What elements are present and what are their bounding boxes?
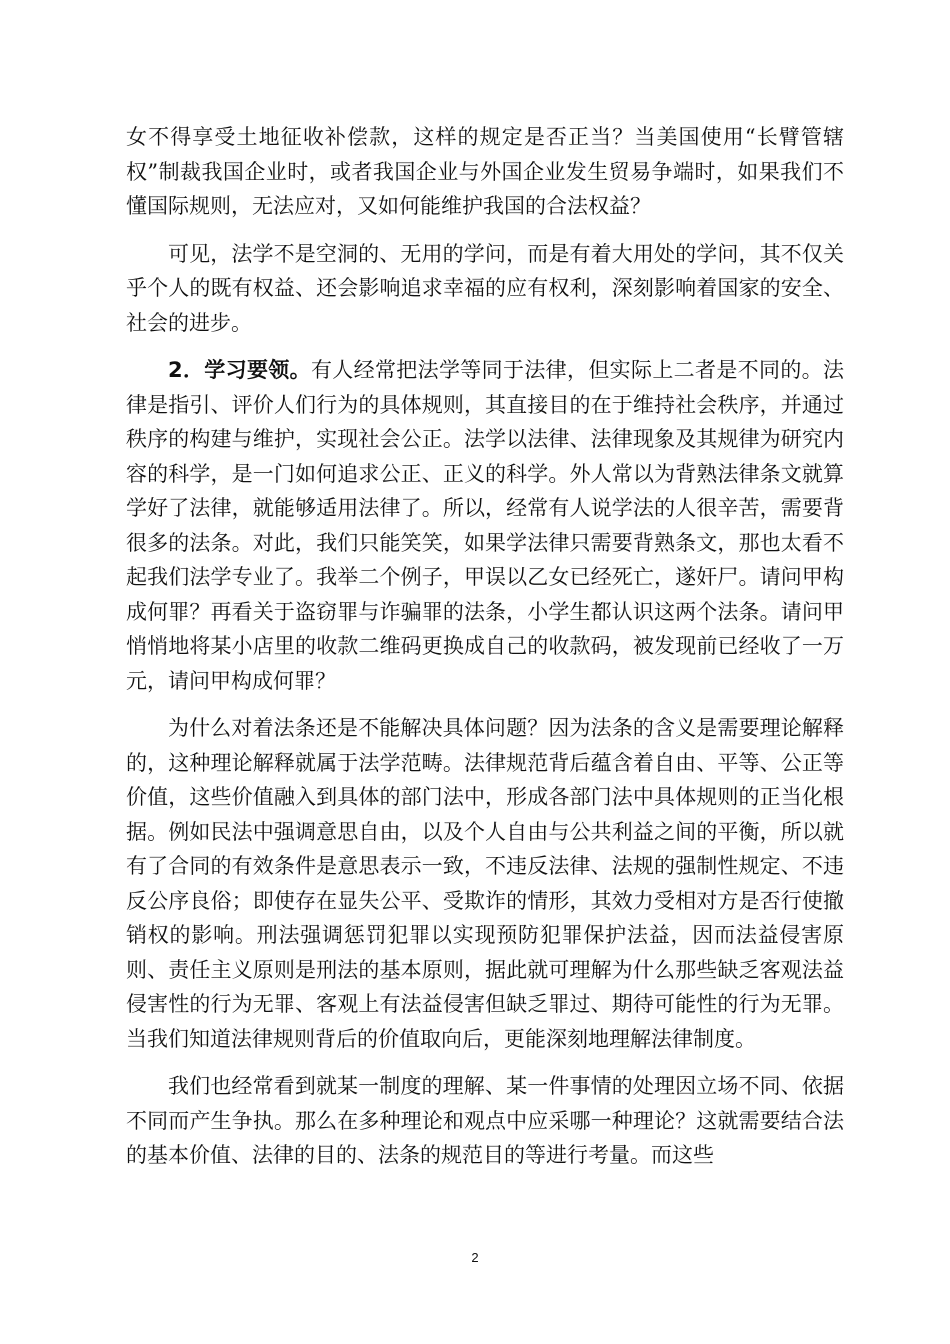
body-text	[126, 120, 844, 1186]
paragraph-1: 女不得享受土地征收补偿款，这样的规定是否正当？当美国使用“长臂管辖权”制裁我国企业时，或者我国企业与外国企业发生贸易争端时，如果我们不懂国际规则，无法应对，又如何能维护我国的合法权益？	[126, 125, 844, 218]
paragraph-5: 我们也经常看到就某一制度的理解、某一件事情的处理因立场不同、依据不同而产生争执。那么在多种理论和观点中应采哪一种理论？这就需要结合法的基本价值、法律的目的、法条的规范目的等进行考量。而这些	[126, 1074, 844, 1167]
paragraph-4: 为什么对着法条还是不能解决具体问题？因为法条的含义是需要理论解释的，这种理论解释就属于法学范畴。法律规范背后蕴含着自由、平等、公正等价值，这些价值融入到具体的部门法中，形成各部门法中具体规则的正当化根据。例如民法中强调意思自由，以及个人自由与公共利益之间的平衡，所以就有了合同的有效条件是意思表示一致，不违反法律、法规的强制性规定、不违反公序良俗；即使存在显失公平、受欺诈的情形，其效力受相对方是否行使撤销权的影响。刑法强调惩罚犯罪以实现预防犯罪保护法益，因而法益侵害原则、责任主义原则是刑法的基本原则，据此就可理解为什么那些缺乏客观法益侵害性的行为无罪、客观上有法益侵害但缺乏罪过、期待可能性的行为无罪。当我们知道法律规则背后的价值取向后，更能深刻地理解法律制度。	[126, 716, 844, 1051]
section-heading: 2．学习要领。	[168, 358, 311, 382]
page-number: 2	[471, 1250, 479, 1265]
paragraph-3-text: 有人经常把法学等同于法律，但实际上二者是不同的。法律是指引、评价人们行为的具体规则，其直接目的在于维持社会秩序，并通过秩序的构建与维护，实现社会公正。法学以法律、法律现象及其规律为研究内容的科学，是一门如何追求公正、正义的科学。外人常以为背熟法律条文就算学好了法律，就能够适用法律了。所以，经常有人说学法的人很辛苦，需要背很多的法条。对此，我们只能笑笑，如果学法律只需要背熟条文，那也太看不起我们法学专业了。我举二个例子，甲误以乙女已经死亡，遂奸尸。请问甲构成何罪？再看关于盗窃罪与诈骗罪的法条，小学生都认识这两个法条。请问甲悄悄地将某小店里的收款二维码更换成自己的收款码，被发现前已经收了一万元，请问甲构成何罪？	[126, 358, 844, 693]
paragraph-3	[126, 353, 844, 698]
paragraph-2: 可见，法学不是空洞的、无用的学问，而是有着大用处的学问，其不仅关乎个人的既有权益、还会影响追求幸福的应有权利，深刻影响着国家的安全、社会的进步。	[126, 241, 844, 335]
